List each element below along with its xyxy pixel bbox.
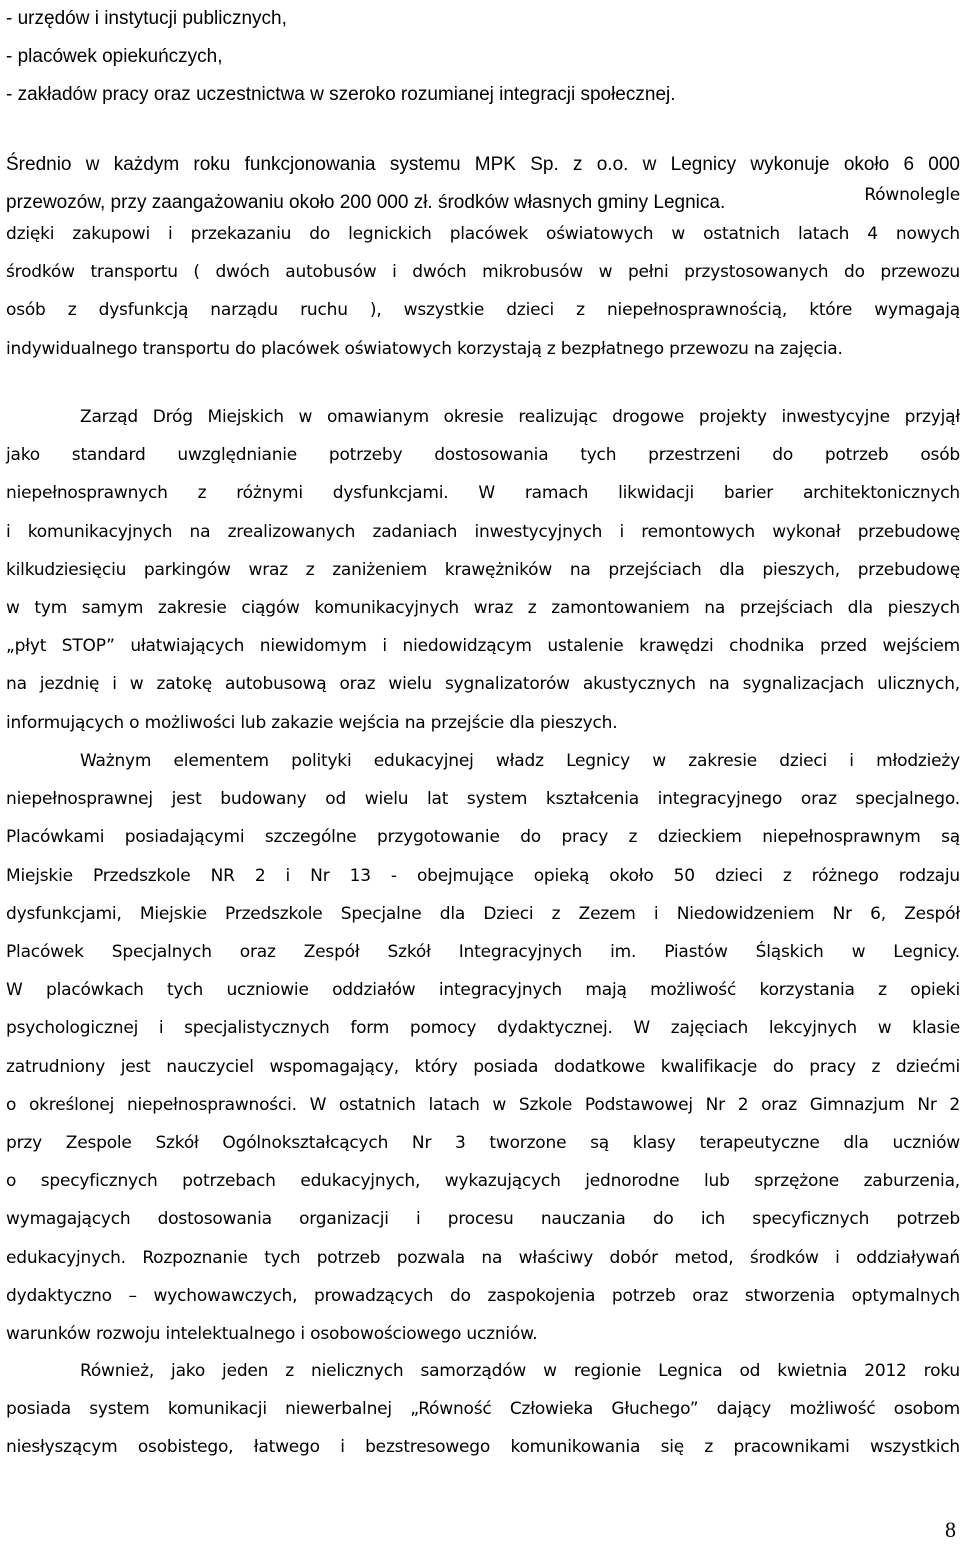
text-line: dydaktyczno – wychowawczych, prowadzących do zaspokojenia potrzeb oraz stworzenia optymalnych xyxy=(6,1285,960,1306)
text-line: indywidualnego transportu do placówek oświatowych korzystają z bezpłatnego przewozu na zajęcia. xyxy=(6,338,843,359)
text-line: dzięki zakupowi i przekazaniu do legnickich placówek oświatowych w ostatnich latach 4 nowych xyxy=(6,224,960,244)
list-item: - zakładów pracy oraz uczestnictwa w szeroko rozumianej integracji społecznej. xyxy=(6,84,676,105)
paragraph-school-transport xyxy=(6,215,960,368)
text-line: osób z dysfunkcją narządu ruchu ), wszystkie dzieci z niepełnosprawnością, które wymagają xyxy=(6,300,960,321)
text-line: środków transportu ( dwóch autobusów i dwóch mikrobusów w pełni przystosowanych do przewozu xyxy=(6,262,960,283)
page-number: 8 xyxy=(945,1517,956,1542)
text-line: W placówkach tych uczniowie oddziałów integracyjnych mają możliwość korzystania z opieki xyxy=(6,980,960,1001)
text-line: przy Zespole Szkół Ogólnokształcących Nr 3 tworzone są klasy terapeutyczne dla uczniów xyxy=(6,1133,960,1154)
text-line: niesłyszącym osobistego, łatwego i bezstresowego komunikowania się z pracownikami wszystkich xyxy=(6,1437,960,1458)
text-line: warunków rozwoju intelektualnego i osobowościowego uczniów. xyxy=(6,1324,538,1345)
paragraph-transport-stats xyxy=(6,146,960,222)
text-line: Ważnym elementem polityki edukacyjnej władz Legnicy w zakresie dzieci i młodzieży xyxy=(80,751,960,771)
text-line: informujących o możliwości lub zakazie wejścia na przejście dla pieszych. xyxy=(6,712,618,733)
text-line: i komunikacyjnych na zrealizowanych zadaniach inwestycyjnych i remontowych wykonał przebudowę xyxy=(6,521,960,542)
text-line: Placówkami posiadającymi szczególne przygotowanie do pracy z dzieckiem niepełnosprawnym są xyxy=(6,827,960,848)
text-line: wymagających dostosowania organizacji i procesu nauczania do ich specyficznych potrzeb xyxy=(6,1209,960,1230)
institution-list xyxy=(6,0,676,114)
text-line: dysfunkcjami, Miejskie Przedszkole Specjalne dla Dzieci z Zezem i Niedowidzeniem Nr 6, Zespół xyxy=(6,903,960,924)
text-line: „płyt STOP” ułatwiających niewidomym i niedowidzącym ustalenie krawędzi chodnika przed wejściem xyxy=(6,636,960,657)
list-item: - urzędów i instytucji publicznych, xyxy=(6,8,287,29)
lead-word: Równolegle xyxy=(864,185,960,205)
text-line: przewozów, przy zaangażowaniu około 200 000 zł. środków własnych gminy Legnica. xyxy=(6,192,726,213)
text-line: Zarząd Dróg Miejskich w omawianym okresie realizując drogowe projekty inwestycyjne przyjął xyxy=(80,407,960,427)
text-line: niepełnosprawnych z różnymi dysfunkcjami. W ramach likwidacji barier architektonicznych xyxy=(6,483,960,504)
paragraph-road-authority xyxy=(6,398,960,742)
paragraph-lead-word xyxy=(864,176,960,214)
text-line: jako standard uwzględnianie potrzeby dostosowania tych przestrzeni do potrzeb osób xyxy=(6,445,960,466)
text-line: zatrudniony jest nauczyciel wspomagający, który posiada dodatkowe kwalifikacje do pracy z dziećmi xyxy=(6,1056,960,1077)
text-line: posiada system komunikacji niewerbalnej „Równość Człowieka Głuchego” dający możliwość osobom xyxy=(6,1399,960,1420)
text-line: o specyficznych potrzebach edukacyjnych, wykazujących jednorodne lub sprzężone zaburzenia, xyxy=(6,1171,960,1192)
text-line: psychologicznej i specjalistycznych form pomocy dydaktycznej. W zajęciach lekcyjnych w klasie xyxy=(6,1018,960,1039)
text-line: o określonej niepełnosprawności. W ostatnich latach w Szkole Podstawowej Nr 2 oraz Gimnazjum Nr 2 xyxy=(6,1094,960,1115)
text-line: w tym samym zakresie ciągów komunikacyjnych wraz z zamontowaniem na przejściach dla pieszych xyxy=(6,598,960,619)
text-line: Średnio w każdym roku funkcjonowania systemu MPK Sp. z o.o. w Legnicy wykonuje około 6 000 xyxy=(6,154,960,175)
text-line: Również, jako jeden z nielicznych samorządów w regionie Legnica od kwietnia 2012 roku xyxy=(80,1361,960,1381)
text-line: edukacyjnych. Rozpoznanie tych potrzeb pozwala na właściwy dobór metod, środków i oddziaływań xyxy=(6,1247,960,1268)
text-line: Placówek Specjalnych oraz Zespół Szkół Integracyjnych im. Piastów Śląskich w Legnicy. xyxy=(6,942,960,963)
text-line: na jezdnię i w zatokę autobusową oraz wielu sygnalizatorów akustycznych na sygnalizacjach ulicznych, xyxy=(6,674,960,695)
text-line: kilkudziesięciu parkingów wraz z zaniżeniem krawężników na przejściach dla pieszych, przebudowę xyxy=(6,559,960,580)
paragraph-education-policy xyxy=(6,742,960,1353)
list-item: - placówek opiekuńczych, xyxy=(6,46,223,67)
paragraph-sign-language-system xyxy=(6,1352,960,1467)
text-line: niepełnosprawnej jest budowany od wielu lat system kształcenia integracyjnego oraz specjalnego. xyxy=(6,789,960,810)
text-line: Miejskie Przedszkole NR 2 i Nr 13 - obejmujące opieką około 50 dzieci z różnego rodzaju xyxy=(6,865,960,886)
